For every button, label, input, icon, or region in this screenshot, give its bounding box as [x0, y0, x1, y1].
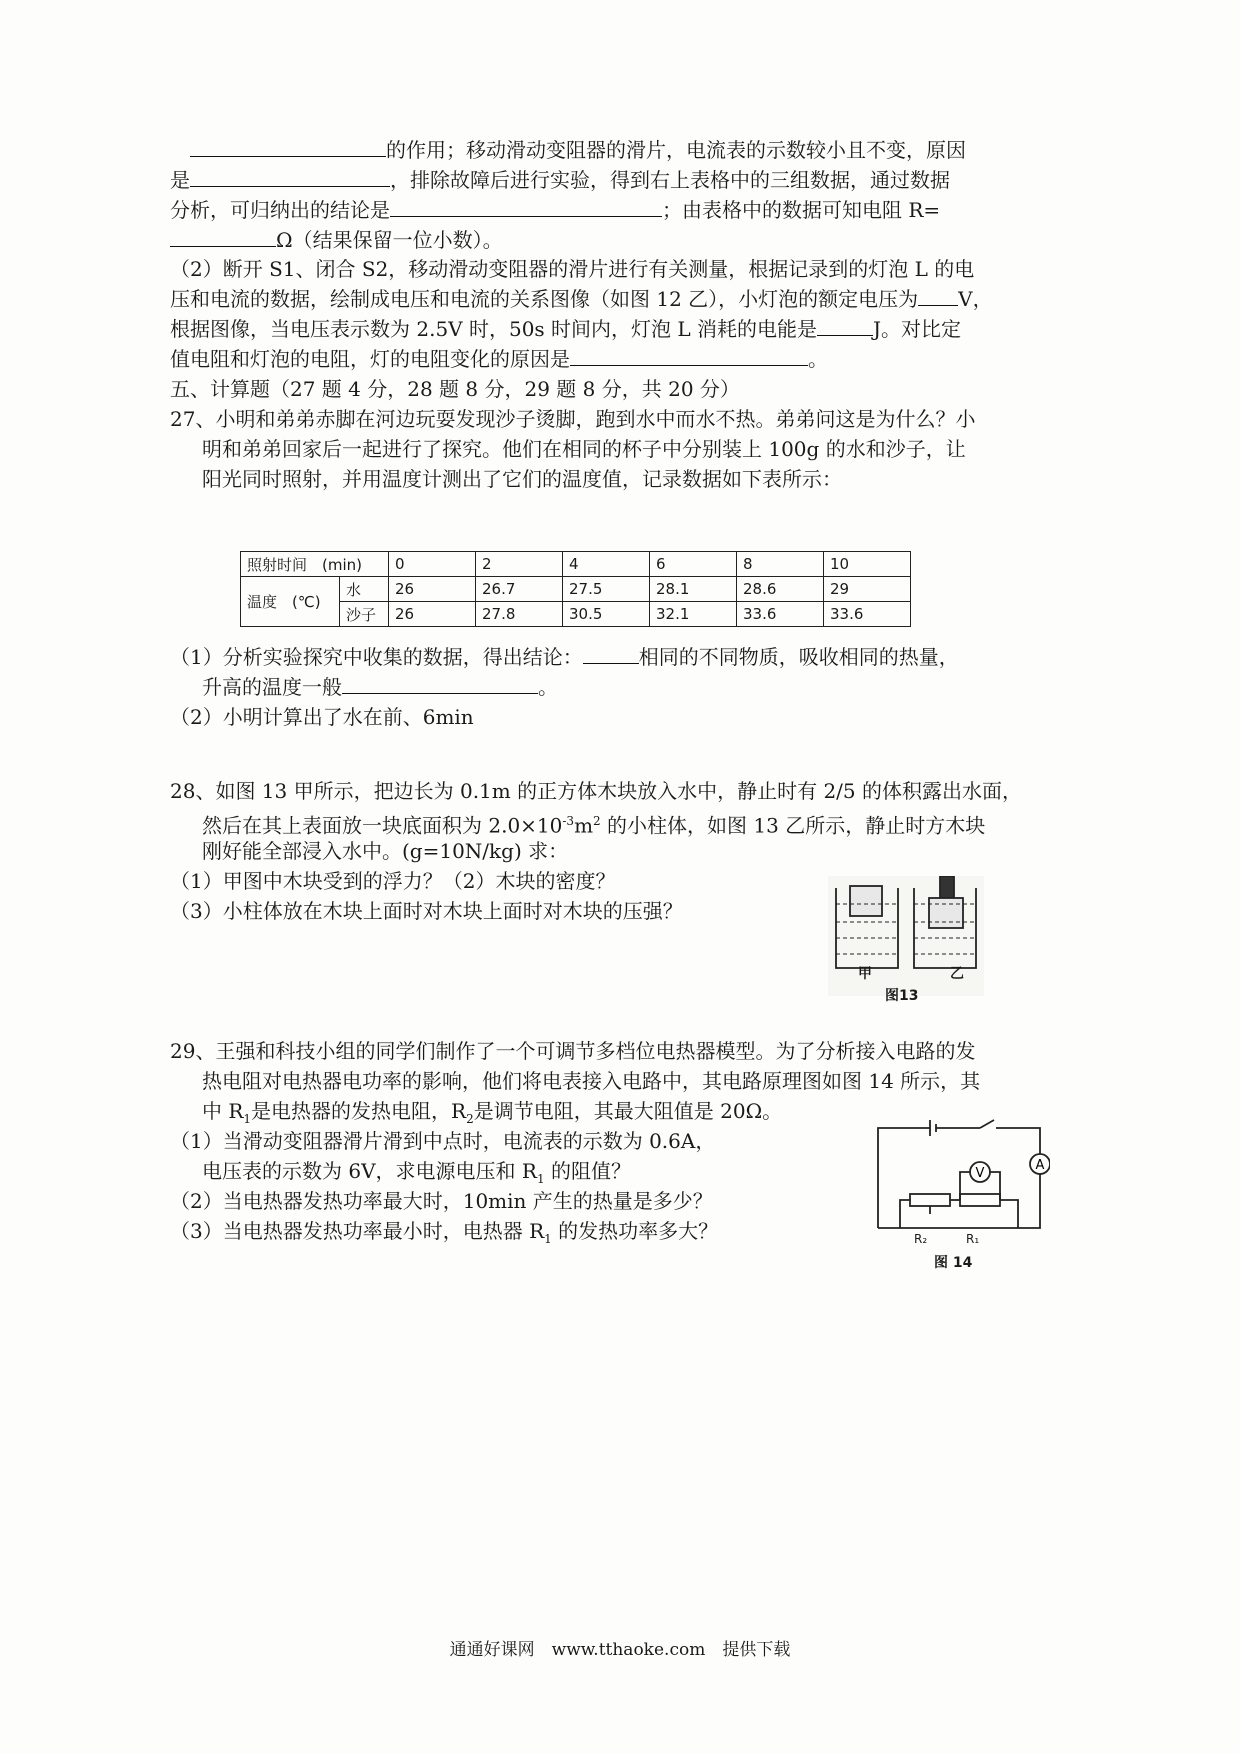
- switch-icon: [980, 1120, 994, 1128]
- line-7: 根据图像，当电压表示数为 2.5V 时，50s 时间内，灯泡 L 消耗的电能是 J。对比定: [170, 317, 962, 341]
- line-2: 是 ，排除故障后进行实验，得到右上表格中的三组数据，通过数据: [170, 168, 950, 192]
- q28-part1: （1）甲图中木块受到的浮力？（2）木块的密度？: [170, 869, 616, 893]
- line-1: 的作用；移动滑动变阻器的滑片，电流表的示数较小且不变，原因: [190, 135, 1060, 165]
- q29-part2: （2）当电热器发热功率最大时，10min 产生的热量是多少？: [170, 1189, 713, 1213]
- answer-blank[interactable]: [570, 347, 808, 366]
- r2-label: R₂: [914, 1232, 928, 1246]
- q27-part2: （2）小明计算出了水在前、6min: [170, 705, 474, 729]
- line-5: （2）断开 S1、闭合 S2，移动滑动变阻器的滑片进行有关测量，根据记录到的灯泡 L 的电: [170, 257, 975, 281]
- figure-label-a: 甲: [858, 966, 872, 982]
- resistor-r1-icon: [960, 1194, 1000, 1206]
- q29-part1: （1）当滑动变阻器滑片滑到中点时，电流表的示数为 0.6A，: [170, 1129, 716, 1153]
- answer-blank[interactable]: [918, 287, 958, 306]
- q29-text: 中 $R_1$是电热器的发热电阻，$R_2$是调节电阻，其最大阻值是 20Ω。: [202, 1099, 783, 1126]
- table-row: 温度 (℃) 水 26 26.7 27.5 28.1 28.6 29: [241, 577, 911, 602]
- line-6: 压和电流的数据，绘制成电压和电流的关系图像（如图 12 乙），小灯泡的额定电压为 V，: [170, 287, 993, 311]
- q29-text: 热电阻对电热器电功率的影响，他们将电表接入电路中，其电路原理图如图 14 所示，其: [202, 1069, 981, 1093]
- figure-14-caption: 图 14: [934, 1255, 973, 1271]
- q29-text: 29、王强和科技小组的同学们制作了一个可调节多档位电热器模型。为了分析接入电路的发: [170, 1039, 976, 1063]
- q28-text: 28、如图 13 甲所示，把边长为 0.1m 的正方体木块放入水中，静止时有 2/5 的体积露出水面，: [170, 779, 1023, 803]
- answer-blank[interactable]: [190, 168, 390, 187]
- line-3: 分析，可归纳出的结论是 ；由表格中的数据可知电阻 R=: [170, 198, 941, 222]
- table-header: 照射时间 (min): [241, 552, 389, 577]
- svg-text:A: A: [1035, 1158, 1045, 1173]
- answer-blank[interactable]: [342, 675, 538, 694]
- q28-part3: （3）小柱体放在木块上面时对木块上面时对木块的压强？: [170, 899, 683, 923]
- q27-text: 阳光同时照射，并用温度计测出了它们的温度值，记录数据如下表所示：: [202, 467, 842, 491]
- rheostat-r2-icon: [910, 1194, 950, 1206]
- answer-blank[interactable]: [583, 645, 639, 664]
- line-4: Ω（结果保留一位小数）。: [170, 225, 1040, 255]
- q28-text: 然后在其上表面放一块底面积为 $2.0\times 10^{-3}m^2$ 的小柱体，如图 13 乙所示，静止时方木块: [202, 813, 986, 838]
- answer-blank[interactable]: [170, 228, 276, 247]
- figure-13-caption: 图13: [885, 988, 919, 1004]
- q27-part1: （1）分析实验探究中收集的数据，得出结论： 相同的不同物质，吸收相同的热量，: [170, 645, 959, 669]
- temperature-table: [240, 551, 911, 627]
- svg-text:V: V: [975, 1166, 985, 1181]
- line-8: 值电阻和灯泡的电阻，灯的电阻变化的原因是 。: [170, 347, 828, 371]
- table-row: 沙子 26 27.8 30.5 32.1 33.6 33.6: [241, 602, 911, 627]
- q28-text: 刚好能全部浸入水中。(g=10N/kg) 求：: [202, 839, 569, 863]
- figure-14-circuit: [870, 1118, 1050, 1238]
- answer-blank[interactable]: [817, 317, 873, 336]
- answer-blank[interactable]: [190, 138, 386, 157]
- q27-part1-cont: 升高的温度一般 。: [202, 675, 558, 699]
- figure-label-b: 乙: [950, 966, 964, 982]
- q27-text: 27、小明和弟弟赤脚在河边玩耍发现沙子烫脚，跑到水中而水不热。弟弟问这是为什么？小: [170, 407, 976, 431]
- section-heading: 五、计算题（27 题 4 分，28 题 8 分，29 题 8 分，共 20 分）: [170, 377, 740, 401]
- table-row: 照射时间 (min) 0 2 4 6 8 10: [241, 552, 911, 577]
- page-footer: 通通好课网 www.tthaoke.com 提供下载: [449, 1640, 791, 1660]
- r1-label: R₁: [966, 1232, 980, 1246]
- q27-text: 明和弟弟回家后一起进行了探究。他们在相同的杯子中分别装上 100g 的水和沙子，让: [202, 437, 966, 461]
- q29-part1-cont: 电压表的示数为 6V，求电源电压和 $R_1$ 的阻值？: [202, 1159, 631, 1186]
- q29-part3: （3）当电热器发热功率最小时，电热器 $R_1$ 的发热功率多大？: [170, 1219, 719, 1246]
- answer-blank[interactable]: [390, 198, 662, 217]
